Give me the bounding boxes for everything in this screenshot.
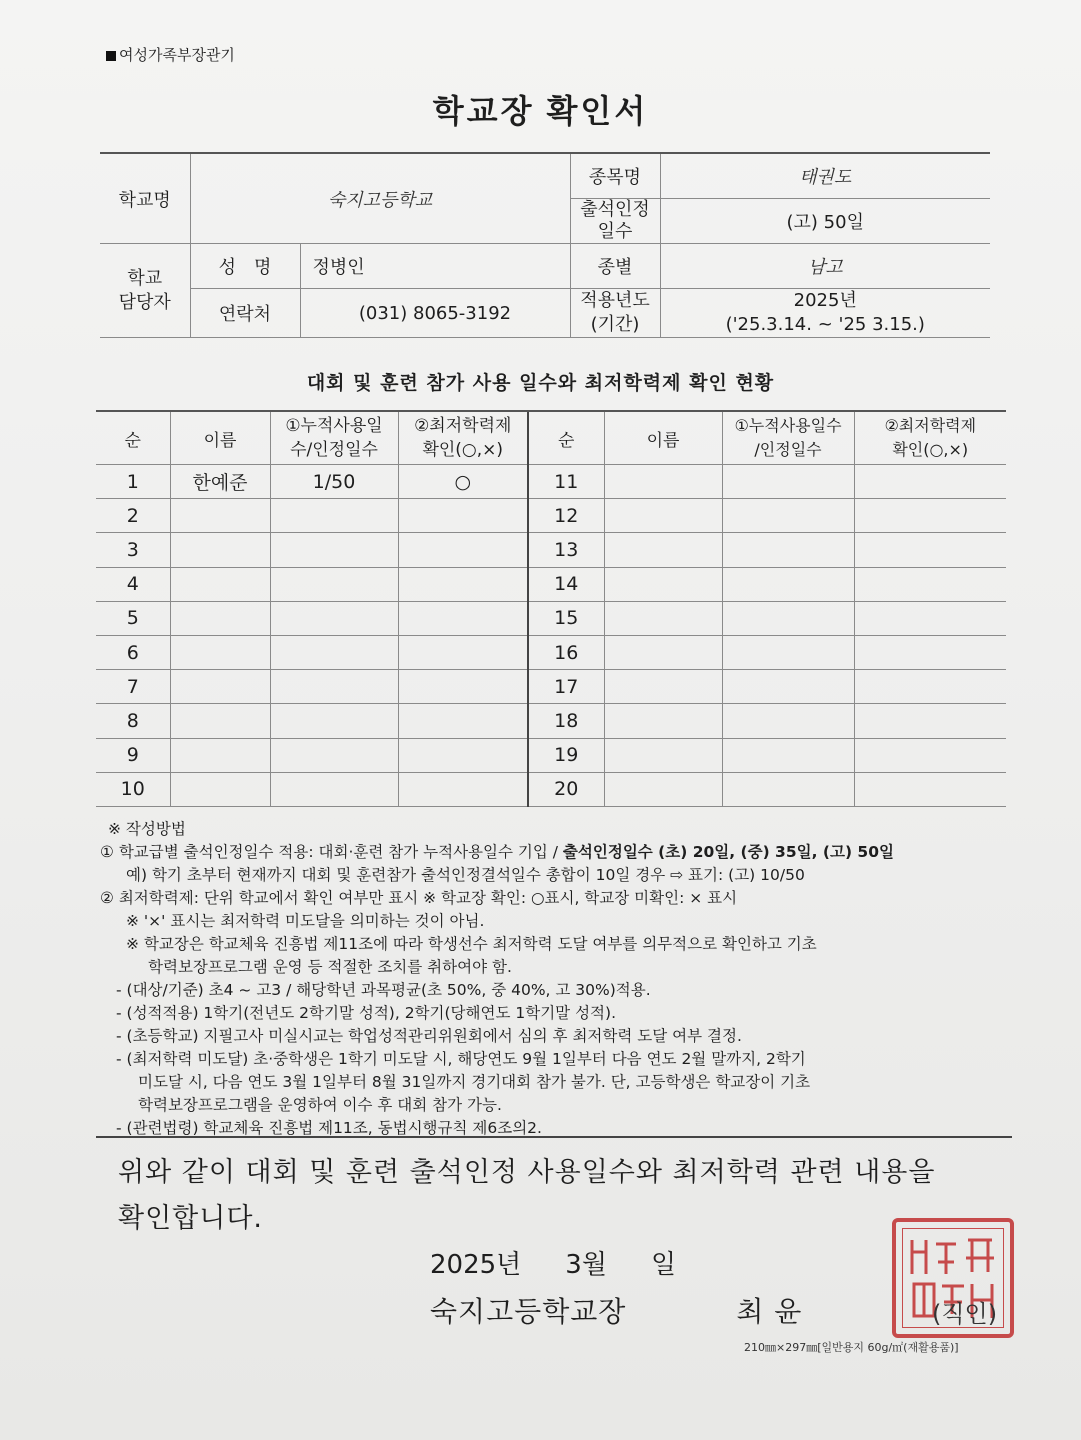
row-name xyxy=(170,704,270,738)
row-name-right xyxy=(604,772,722,806)
row-min-check xyxy=(398,704,528,738)
name-value: 정병인 xyxy=(300,244,570,289)
status-table xyxy=(96,410,1006,807)
table-row xyxy=(96,465,1006,499)
row-name-right xyxy=(604,533,722,567)
row-days-right xyxy=(722,704,854,738)
table-row xyxy=(96,601,1006,635)
row-number: 6 xyxy=(96,635,170,669)
note-2-duty-cont: 학력보장프로그램 운영 등 적절한 조치를 취하여야 함. xyxy=(148,958,512,976)
table-row xyxy=(96,567,1006,601)
row-number: 8 xyxy=(96,704,170,738)
principal-name: 최 윤 xyxy=(736,1295,803,1328)
row-min-check-right xyxy=(854,601,1006,635)
title-word-2: 확인서 xyxy=(546,92,649,130)
row-days xyxy=(270,499,398,533)
row-days-right xyxy=(722,533,854,567)
document-title xyxy=(0,86,1081,132)
row-min-check xyxy=(398,772,528,806)
date-day: 일 xyxy=(650,1250,677,1280)
row-min-check-right xyxy=(854,533,1006,567)
sport-label: 종목명 xyxy=(570,153,660,199)
row-name xyxy=(170,635,270,669)
row-days xyxy=(270,533,398,567)
divider xyxy=(96,1136,1012,1138)
row-min-check xyxy=(398,499,528,533)
row-days xyxy=(270,772,398,806)
row-name-right xyxy=(604,704,722,738)
table-row xyxy=(96,533,1006,567)
row-min-check xyxy=(398,670,528,704)
row-name xyxy=(170,567,270,601)
row-name xyxy=(170,601,270,635)
contact-person-label: 학교 담당자 xyxy=(100,244,190,338)
row-days xyxy=(270,670,398,704)
row-min-check-right xyxy=(854,499,1006,533)
row-days xyxy=(270,635,398,669)
table-row xyxy=(96,499,1006,533)
attendance-days-value: (고) 50일 xyxy=(660,199,990,244)
row-number-right: 19 xyxy=(528,738,604,772)
confirmation-statement xyxy=(118,1150,998,1242)
row-number-right: 18 xyxy=(528,704,604,738)
row-days-right xyxy=(722,601,854,635)
issuer-text: 여성가족부장관기 xyxy=(119,46,235,64)
row-number-right: 11 xyxy=(528,465,604,499)
confirmation-line-2: 확인합니다. xyxy=(118,1203,263,1234)
phone-label: 연락처 xyxy=(190,289,300,338)
row-min-check xyxy=(398,738,528,772)
status-table-title: 대회 및 훈련 참가 사용 일수와 최저학력제 확인 현황 xyxy=(306,372,775,394)
row-number-right: 17 xyxy=(528,670,604,704)
row-min-check-right xyxy=(854,704,1006,738)
instructions-heading: ※ 작성방법 xyxy=(108,820,186,838)
instructions xyxy=(100,818,1010,1140)
row-number-right: 14 xyxy=(528,567,604,601)
year-label: 적용년도 (기간) xyxy=(570,289,660,338)
school-name-label: 학교명 xyxy=(100,153,190,244)
row-number-right: 16 xyxy=(528,635,604,669)
detail-below-min: - (최저학력 미도달) 초·중학생은 1학기 미도달 시, 해당연도 9월 1일부터 다음 연도 2월 말까지, 2학기 xyxy=(116,1050,806,1068)
signature-line xyxy=(430,1290,802,1330)
col-name: 이름 xyxy=(170,411,270,465)
col-min-right: ②최저학력제 확인(○,×) xyxy=(854,411,1006,465)
row-number-right: 15 xyxy=(528,601,604,635)
date-year: 2025년 xyxy=(430,1250,522,1280)
row-days-right xyxy=(722,738,854,772)
category-label: 종별 xyxy=(570,244,660,289)
row-days-right xyxy=(722,465,854,499)
row-number-right: 20 xyxy=(528,772,604,806)
row-days-right xyxy=(722,670,854,704)
principal-title: 숙지고등학교장 xyxy=(430,1295,627,1328)
col-days-right: ①누적사용일수 /인정일수 xyxy=(722,411,854,465)
year-value: 2025년 ('25.3.14. ~ '25 3.15.) xyxy=(660,289,990,338)
table-row xyxy=(96,670,1006,704)
attendance-days-label: 출석인정 일수 xyxy=(570,199,660,244)
status-table-body xyxy=(96,465,1006,807)
title-word-1: 학교장 xyxy=(432,92,535,130)
row-number: 2 xyxy=(96,499,170,533)
row-min-check-right xyxy=(854,635,1006,669)
row-days xyxy=(270,704,398,738)
col-days: ①누적사용일 수/인정일수 xyxy=(270,411,398,465)
detail-below-min-3: 학력보장프로그램을 운영하여 이수 후 대회 참가 가능. xyxy=(138,1096,502,1114)
row-min-check xyxy=(398,567,528,601)
row-number: 5 xyxy=(96,601,170,635)
detail-elementary: - (초등학교) 지필고사 미실시교는 학업성적관리위원회에서 심의 후 최저학력 도달 여부 결정. xyxy=(116,1027,742,1045)
row-min-check xyxy=(398,601,528,635)
row-days-right xyxy=(722,635,854,669)
detail-target: - (대상/기준) 초4 ~ 고3 / 해당학년 과목평균(초 50%, 중 40%, 고 30%)적용. xyxy=(116,981,651,999)
date-line xyxy=(430,1244,720,1281)
row-days-right xyxy=(722,772,854,806)
row-min-check-right xyxy=(854,738,1006,772)
row-days: 1/50 xyxy=(270,465,398,499)
row-min-check-right xyxy=(854,567,1006,601)
seal-label: (직인) xyxy=(932,1300,998,1328)
table-row xyxy=(96,635,1006,669)
row-min-check: ○ xyxy=(398,465,528,499)
school-name-value: 숙지고등학교 xyxy=(190,153,570,244)
info-table xyxy=(100,152,990,338)
col-no-right: 순 xyxy=(528,411,604,465)
row-name-right xyxy=(604,499,722,533)
row-name: 한예준 xyxy=(170,465,270,499)
row-number: 1 xyxy=(96,465,170,499)
note-1-example: 예) 학기 초부터 현재까지 대회 및 훈련참가 출석인정결석일수 총합이 10일 경우 ⇨ 표기: (고) 10/50 xyxy=(126,866,805,884)
square-bullet-icon xyxy=(106,51,116,61)
row-number-right: 12 xyxy=(528,499,604,533)
row-min-check-right xyxy=(854,772,1006,806)
row-number: 9 xyxy=(96,738,170,772)
row-name-right xyxy=(604,567,722,601)
row-name-right xyxy=(604,635,722,669)
note-2-remark: ※ '×' 표시는 최저학력 미도달을 의미하는 것이 아님. xyxy=(126,912,485,930)
row-days-right xyxy=(722,499,854,533)
col-min: ②최저학력제 확인(○,×) xyxy=(398,411,528,465)
row-name-right xyxy=(604,601,722,635)
detail-law: - (관련법령) 학교체육 진흥법 제11조, 동법시행규칙 제6조의2. xyxy=(116,1119,542,1137)
confirmation-line-1: 위와 같이 대회 및 훈련 출석인정 사용일수와 최저학력 관련 내용을 xyxy=(118,1157,936,1188)
row-min-check xyxy=(398,533,528,567)
row-days xyxy=(270,738,398,772)
note-2-duty: ※ 학교장은 학교체육 진흥법 제11조에 따라 학생선수 최저학력 도달 여부를 의무적으로 확인하고 기초 xyxy=(126,935,817,953)
row-name-right xyxy=(604,670,722,704)
table-row xyxy=(96,704,1006,738)
row-name xyxy=(170,772,270,806)
paper-spec-footer: 210㎜×297㎜[일반용지 60g/㎡(재활용품)] xyxy=(744,1341,959,1354)
row-name xyxy=(170,738,270,772)
note-1: ① 학교급별 출석인정일수 적용: 대회·훈련 참가 누적사용일수 기입 / 출석인정일수 (초) 20일, (중) 35일, (고) 50일 xyxy=(100,843,894,861)
detail-grades: - (성적적용) 1학기(전년도 2학기말 성적), 2학기(당해연도 1학기말 성적). xyxy=(116,1004,616,1022)
sport-value: 태권도 xyxy=(660,153,990,199)
detail-below-min-2: 미도달 시, 다음 연도 3월 1일부터 8월 31일까지 경기대회 참가 불가. 단, 고등학생은 학교장이 기초 xyxy=(138,1073,811,1091)
row-number: 7 xyxy=(96,670,170,704)
col-no: 순 xyxy=(96,411,170,465)
row-name-right xyxy=(604,465,722,499)
row-name xyxy=(170,670,270,704)
name-label: 성 명 xyxy=(190,244,300,289)
row-name xyxy=(170,499,270,533)
row-name-right xyxy=(604,738,722,772)
col-name-right: 이름 xyxy=(604,411,722,465)
row-min-check xyxy=(398,635,528,669)
date-month: 3월 xyxy=(565,1250,607,1280)
row-number: 10 xyxy=(96,772,170,806)
row-days xyxy=(270,601,398,635)
row-number: 4 xyxy=(96,567,170,601)
row-number-right: 13 xyxy=(528,533,604,567)
category-value: 남고 xyxy=(660,244,990,289)
row-name xyxy=(170,533,270,567)
row-days xyxy=(270,567,398,601)
issuer-label xyxy=(106,44,235,65)
row-days-right xyxy=(722,567,854,601)
row-number: 3 xyxy=(96,533,170,567)
row-min-check-right xyxy=(854,465,1006,499)
table-row xyxy=(96,738,1006,772)
phone-value: (031) 8065-3192 xyxy=(300,289,570,338)
row-min-check-right xyxy=(854,670,1006,704)
note-2: ② 최저학력제: 단위 학교에서 확인 여부만 표시 ※ 학교장 확인: ○표시, 학교장 미확인: × 표시 xyxy=(100,889,738,907)
table-row xyxy=(96,772,1006,806)
